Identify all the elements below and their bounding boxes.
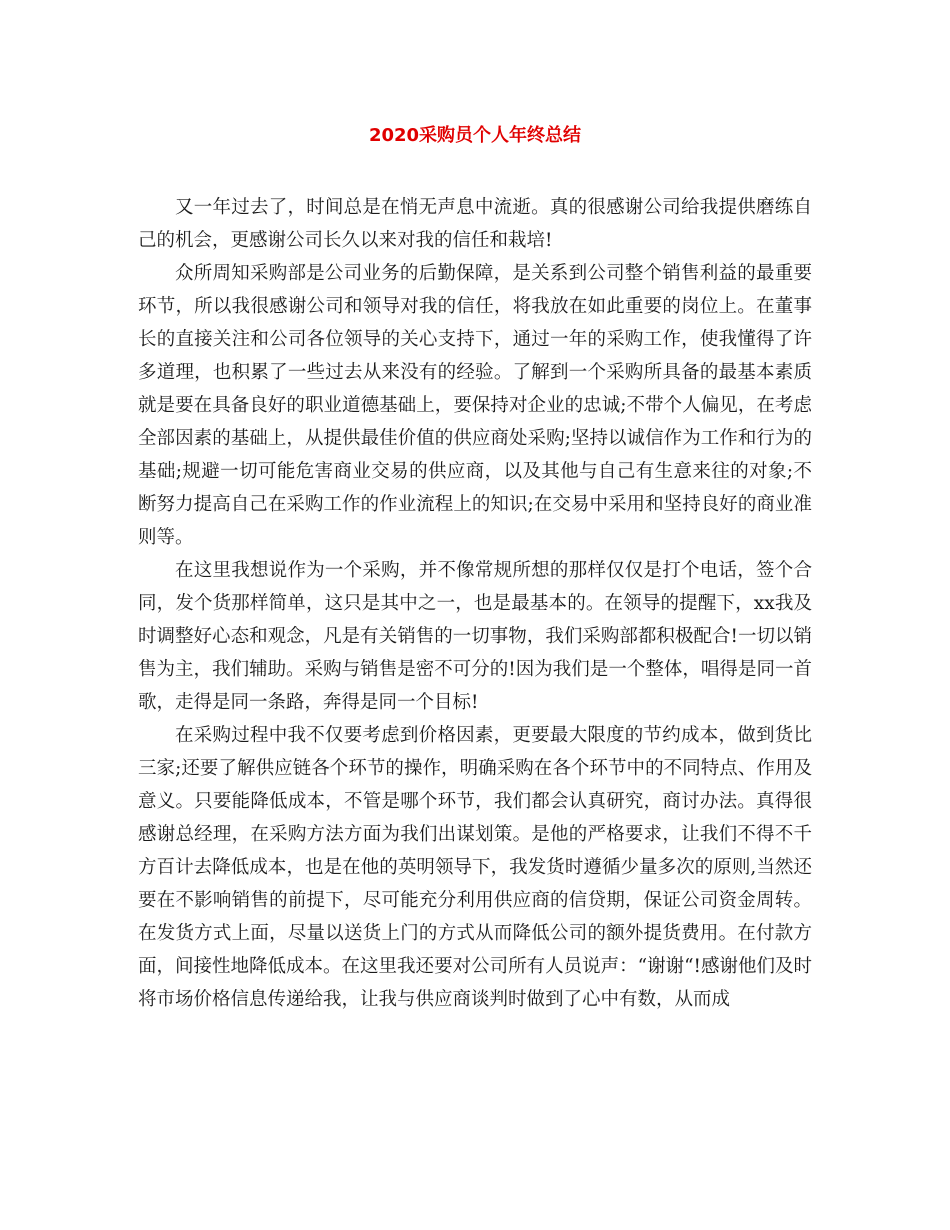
paragraph: 众所周知采购部是公司业务的后勤保障，是关系到公司整个销售利益的最重要环节，所以我很感谢公司和领导对我的信任，将我放在如此重要的岗位上。在董事长的直接关注和公司各位领导的关心支持下，通过一年的采购工作，使我懂得了许多道理，也积累了一些过去从来没有的经验。了解到一个采购所具备的最基本素质就是要在具备良好的职业道德基础上，要保持对企业的忠诚;不带个人偏见，在考虑全部因素的基础上，从提供最佳价值的供应商处采购;坚持以诚信作为工作和行为的基础;规避一切可能危害商业交易的供应商，以及其他与自己有生意来往的对象;不断努力提高自己在采购工作的作业流程上的知识;在交易中采用和坚持良好的商业准则等。	[138, 263, 812, 548]
paragraph: 又一年过去了，时间总是在悄无声息中流逝。真的很感谢公司给我提供磨练自己的机会，更感谢公司长久以来对我的信任和栽培!	[138, 197, 812, 251]
paragraph: 在采购过程中我不仅要考虑到价格因素，更要最大限度的节约成本，做到货比三家;还要了解供应链各个环节的操作，明确采购在各个环节中的不同特点、作用及意义。只要能降低成本，不管是哪个环节，我们都会认真研究，商讨办法。真得很感谢总经理，在采购方法方面为我们出谋划策。是他的严格要求，让我们不得不千方百计去降低成本，也是在他的英明领导下，我发货时遵循少量多次的原则,当然还要在不影响销售的前提下，尽可能充分利用供应商的信贷期，保证公司资金周转。在发货方式上面，尽量以送货上门的方式从而降低公司的额外提货费用。在付款方面，间接性地降低成本。在这里我还要对公司所有人员说声：“谢谢“!感谢他们及时将市场价格信息传递给我，让我与供应商谈判时做到了心中有数，从而成	[138, 725, 812, 1010]
document-body	[138, 191, 812, 1016]
paragraph: 在这里我想说作为一个采购，并不像常规所想的那样仅仅是打个电话，签个合同，发个货那样简单，这只是其中之一，也是最基本的。在领导的提醒下，xx我及时调整好心态和观念，凡是有关销售的一切事物，我们采购部都积极配合!一切以销售为主，我们辅助。采购与销售是密不可分的!因为我们是一个整体，唱得是同一首歌，走得是同一条路，奔得是同一个目标!	[138, 560, 812, 713]
document-title: 2020采购员个人年终总结	[368, 125, 582, 146]
